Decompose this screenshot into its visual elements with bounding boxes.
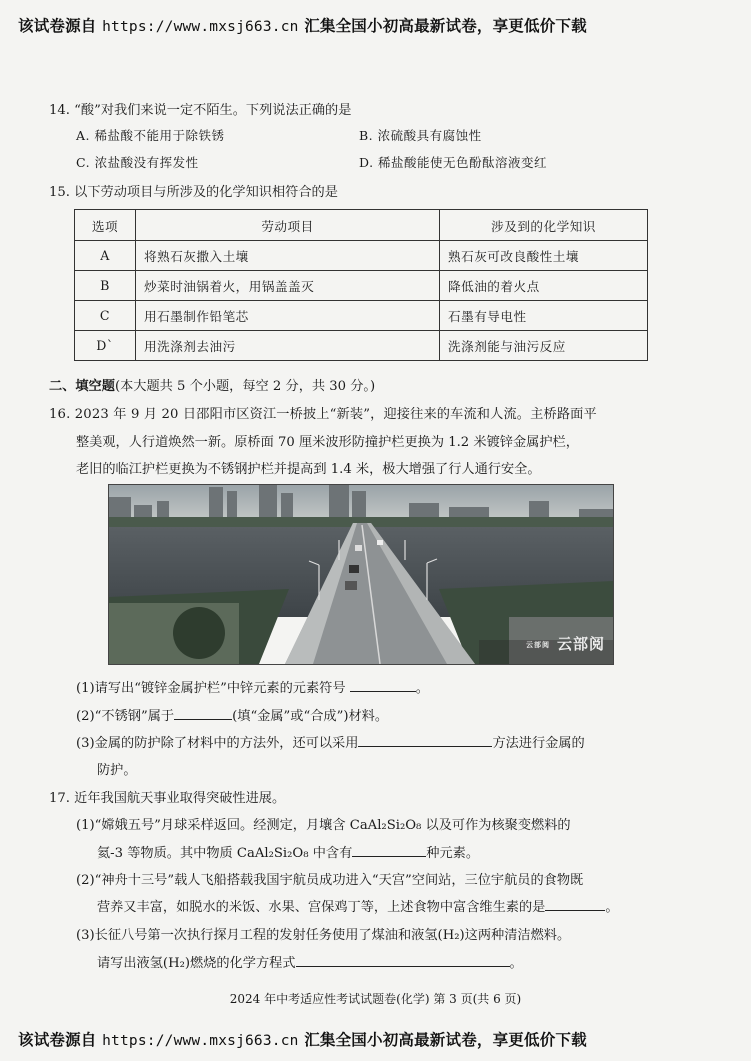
q16-sub3-text-a: (3)金属的防护除了材料中的方法外，还可以采用 <box>76 736 359 751</box>
table-cell: 洗涤剂能与油污反应 <box>440 331 648 361</box>
table-header-cell: 选项 <box>75 210 136 241</box>
table-cell: 石墨有导电性 <box>440 301 648 331</box>
table-cell: 将熟石灰撒入土壤 <box>136 241 440 271</box>
q16-sub3-text-b: 方法进行金属的 <box>492 736 585 751</box>
table-cell: A <box>75 241 136 271</box>
q14-option-a: A. 稀盐酸不能用于除铁锈 <box>76 128 225 143</box>
q17-sub3-text-b: 请写出液氢(H₂)燃烧的化学方程式 <box>97 956 296 971</box>
source-banner-bottom <box>18 1028 587 1050</box>
banner-url-link[interactable]: https://www.mxsj663.cn <box>102 1033 299 1049</box>
table-row <box>75 241 648 271</box>
source-banner-top <box>18 14 587 36</box>
q16-sub1-end: 。 <box>415 681 429 696</box>
q16-sub3-cont: 防护。 <box>97 763 137 778</box>
answer-blank[interactable] <box>174 707 232 720</box>
table-header-cell: 涉及到的化学知识 <box>440 210 648 241</box>
q16-sub2-text-b: (填“金属”或“合成”)材料。 <box>232 709 389 724</box>
section-note: (本大题共 5 个小题，每空 2 分，共 30 分。) <box>114 379 376 394</box>
banner-url-link[interactable]: https://www.mxsj663.cn <box>102 19 299 35</box>
q15-stem: 15. 以下劳动项目与所涉及的化学知识相符合的是 <box>49 185 338 200</box>
q16-line-3: 老旧的临江护栏更换为不锈钢护栏并提高到 1.4 米，极大增强了行人通行安全。 <box>76 462 541 477</box>
q17-sub1-line2 <box>97 842 479 861</box>
banner-prefix: 该试卷源自 <box>18 1031 97 1049</box>
section-title: 二、填空题 <box>49 379 115 394</box>
q17-sub1-text-b: 氦-3 等物质。其中物质 CaAl₂Si₂O₈ 中含有 <box>97 846 353 861</box>
q15-options-table <box>74 209 648 361</box>
table-cell: C <box>75 301 136 331</box>
watermark-tag: 云部阅 <box>523 640 553 650</box>
table-cell: 用洗涤剂去油污 <box>136 331 440 361</box>
banner-suffix: 汇集全国小初高最新试卷，享更低价下载 <box>304 1031 587 1049</box>
q17-stem: 17. 近年我国航天事业取得突破性进展。 <box>49 791 286 806</box>
q16-sub2 <box>76 705 388 724</box>
answer-blank[interactable] <box>296 954 510 967</box>
watermark-text: 云部阅 <box>556 635 605 653</box>
table-header-row <box>75 210 648 241</box>
table-row <box>75 331 648 361</box>
q17-sub2-text-c: 。 <box>605 900 619 915</box>
answer-blank[interactable] <box>352 844 426 857</box>
q16-sub1-text: (1)请写出“镀锌金属护栏”中锌元素的元素符号 <box>76 681 346 696</box>
table-header-cell: 劳动项目 <box>136 210 440 241</box>
q17-sub3-line1: (3)长征八号第一次执行探月工程的发射任务使用了煤油和液氢(H₂)这两种清洁燃料。 <box>76 928 571 943</box>
q17-sub3-line2 <box>97 952 523 971</box>
banner-suffix: 汇集全国小初高最新试卷，享更低价下载 <box>304 17 587 35</box>
q14-option-b: B. 浓硫酸具有腐蚀性 <box>359 128 482 143</box>
q17-sub2-text-b: 营养又丰富，如脱水的米饭、水果、宫保鸡丁等，上述食物中富含维生素的是 <box>97 900 546 915</box>
table-cell: 炒菜时油锅着火，用锅盖盖灭 <box>136 271 440 301</box>
table-row <box>75 271 648 301</box>
table-cell: 用石墨制作铅笔芯 <box>136 301 440 331</box>
q14-option-c: C. 浓盐酸没有挥发性 <box>76 155 199 170</box>
table-cell: D` <box>75 331 136 361</box>
table-cell: B <box>75 271 136 301</box>
page-footer: 2024 年中考适应性考试试题卷(化学) 第 3 页(共 6 页) <box>229 992 522 1006</box>
q16-sub2-text-a: (2)“不锈钢”属于 <box>76 709 175 724</box>
q14-stem: 14. “酸”对我们来说一定不陌生。下列说法正确的是 <box>49 103 352 118</box>
table-cell: 降低油的着火点 <box>440 271 648 301</box>
q14-option-d: D. 稀盐酸能使无色酚酞溶液变红 <box>359 155 548 170</box>
banner-prefix: 该试卷源自 <box>18 17 97 35</box>
table-row <box>75 301 648 331</box>
q17-sub1-line1: (1)“嫦娥五号”月球采样返回。经测定，月壤含 CaAl₂Si₂O₈ 以及可作为核聚变燃料的 <box>76 818 571 833</box>
q16-sub1 <box>76 677 429 696</box>
q16-line-1: 16. 2023 年 9 月 20 日邵阳市区资江一桥披上“新装”，迎接往来的车流和人流。主桥路面平 <box>49 407 597 422</box>
q16-line-2: 整美观，人行道焕然一新。原桥面 70 厘米波形防撞护栏更换为 1.2 米镀锌金属护栏， <box>76 435 579 450</box>
answer-blank[interactable] <box>358 734 492 747</box>
q17-sub1-text-c: 种元素。 <box>426 846 480 861</box>
section-heading <box>49 375 375 394</box>
answer-blank[interactable] <box>350 679 416 692</box>
q17-sub2-line2 <box>97 896 619 915</box>
q17-sub3-text-c: 。 <box>509 956 523 971</box>
bridge-photo <box>108 484 614 665</box>
q16-sub3 <box>76 732 585 751</box>
answer-blank[interactable] <box>545 898 605 911</box>
q17-sub2-line1: (2)“神舟十三号”载人飞船搭载我国宇航员成功进入“天宫”空间站，三位宇航员的食物既 <box>76 873 584 888</box>
photo-watermark <box>523 633 605 654</box>
table-cell: 熟石灰可改良酸性土壤 <box>440 241 648 271</box>
